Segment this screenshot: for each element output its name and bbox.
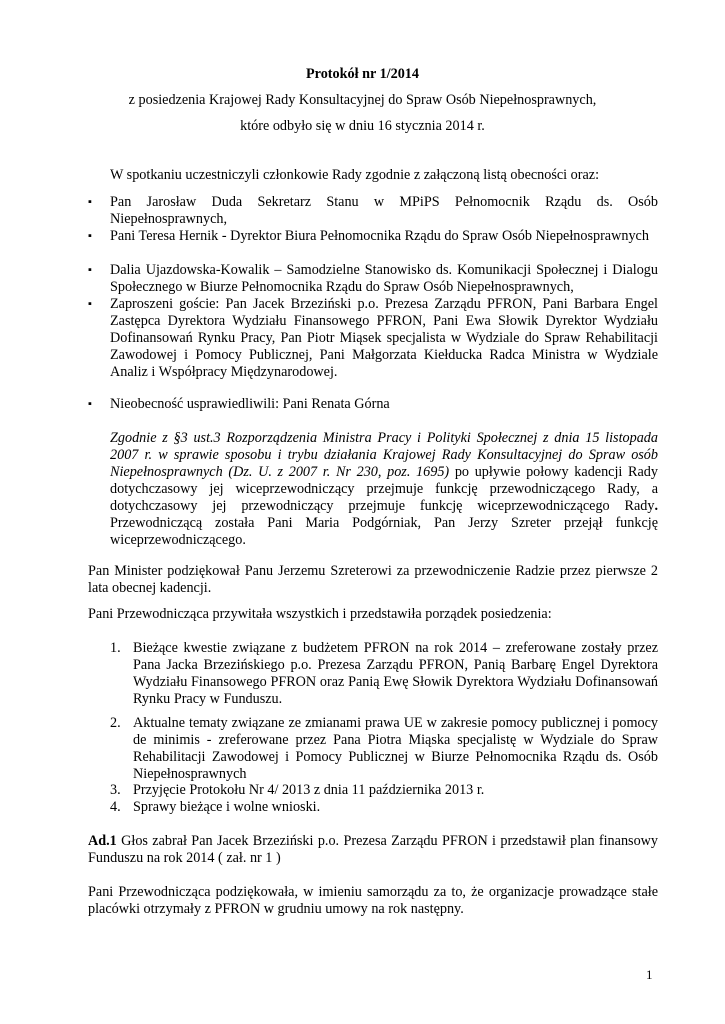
agenda-item: 1. Bieżące kwestie związane z budżetem PFRON na rok 2014 – zreferowane zostały przez Pana Jacka Brzezińskiego p.o. Prezesa Zarządu PFRON, Panią Barbarę Engel Dyrektora Wydziału Finansowego PFRON oraz Panią Ewę Słowik Dyrektora Wydziału Dofinansowań Rynku Pracy w Funduszu. [110, 640, 658, 707]
regulation-citation: Zgodnie z §3 ust.3 Rozporządzenia Ministra Pracy i Polityki Społecznej z dnia 15 listopada 2007 r. w sprawie sposobu i trybu działania Krajowej Rady Konsultacyjnej do Spraw osób Niepełnosprawnych (Dz. U. z 2007 r. Nr 230, poz. 1695) [110, 430, 658, 480]
bullet-icon: ▪ [88, 298, 92, 310]
ad1-label: Ad.1 [88, 833, 117, 849]
closing-paragraph: Pani Przewodnicząca podziękowała, w imieniu samorządu za to, że organizacje prowadzące stałe placówki otrzymały z PFRON w grudniu umowy na rok następny. [88, 884, 658, 917]
agenda-item: 4. Sprawy bieżące i wolne wnioski. [110, 799, 321, 815]
bullet-icon: ▪ [88, 264, 92, 276]
document-title: Protokół nr 1/2014 [306, 66, 419, 82]
attendee-item: ▪ Pan Jarosław Duda Sekretarz Stanu w MPiPS Pełnomocnik Rządu ds. Osób Niepełnosprawnych, [88, 194, 658, 227]
attendee-item: ▪ Dalia Ujazdowska-Kowalik – Samodzielne Stanowisko ds. Komunikacji Społecznej i Dialogu Społecznego w Biurze Pełnomocnika Rządu do Spraw Osób Niepełnosprawnych, [88, 262, 658, 295]
intro-paragraph: W spotkaniu uczestniczyli członkowie Rady zgodnie z załączoną listą obecności oraz: [110, 167, 600, 183]
absent-item: ▪ Nieobecność usprawiedliwili: Pani Renata Górna [88, 396, 390, 412]
bullet-icon: ▪ [88, 196, 92, 208]
agenda-intro: Pani Przewodnicząca przywitała wszystkich i przedstawiła porządek posiedzenia: [88, 606, 552, 622]
minister-thanks-paragraph: Pan Minister podziękował Panu Jerzemu Szreterowi za przewodniczenie Radzie przez pierwsze 2 lata obecnej kadencji. [88, 563, 658, 596]
ad1-paragraph: Ad.1 Głos zabrał Pan Jacek Brzeziński p.o. Prezesa Zarządu PFRON i przedstawił plan finansowy Funduszu na rok 2014 ( zał. nr 1 ) [88, 833, 658, 866]
document-subtitle: z posiedzenia Krajowej Rady Konsultacyjnej do Spraw Osób Niepełnosprawnych, [128, 92, 597, 108]
bullet-icon: ▪ [88, 230, 92, 242]
bullet-icon: ▪ [88, 398, 92, 410]
meeting-date: które odbyło się w dniu 16 stycznia 2014 r. [240, 118, 485, 134]
guests-item: ▪ Zaproszeni goście: Pan Jacek Brzeziński p.o. Prezesa Zarządu PFRON, Pani Barbara Engel Zastępca Dyrektora Wydziału Finansowego PFRON, Pani Ewa Słowik Dyrektor Wydziału Dofinansowań Rynku Pracy, Pan Piotr Miąsek specjalista w Wydziale do Spraw Rehabilitacji Zawodowej i Pomocy Publicznej, Pani Małgorzata Kiełducka Radca Ministra w Wydziale Analiz i Współpracy Międzynarodowej. [88, 296, 658, 380]
page-number: 1 [646, 967, 653, 982]
agenda-item: 2. Aktualne tematy związane ze zmianami prawa UE w zakresie pomocy publicznej i pomocy de minimis - zreferowane przez Pana Piotra Miąska specjalistę w Wydziale do Spraw Rehabilitacji Zawodowej i Pomocy Publicznej w Biurze Pełnomocnika Rządu ds. Osób Niepełnosprawnych [110, 715, 658, 782]
regulation-paragraph: Zgodnie z §3 ust.3 Rozporządzenia Ministra Pracy i Polityki Społecznej z dnia 15 listopada 2007 r. w sprawie sposobu i trybu działania Krajowej Rady Konsultacyjnej do Spraw osób Niepełnosprawnych (Dz. U. z 2007 r. Nr 230, poz. 1695) po upływie połowy kadencji Rady dotychczasowy jej wiceprzewodniczący przejmuje funkcję przewodniczącego Rady, a dotychczasowy jej przewodniczący przejmuje funkcję wiceprzewodniczącego Rady. Przewodniczącą została Pani Maria Podgórniak, Pan Jerzy Szreter przejął funkcję wiceprzewodniczącego. [110, 430, 658, 548]
attendee-item: ▪ Pani Teresa Hernik - Dyrektor Biura Pełnomocnika Rządu do Spraw Osób Niepełnosprawnych [88, 228, 649, 244]
agenda-item: 3. Przyjęcie Protokołu Nr 4/ 2013 z dnia 11 października 2013 r. [110, 782, 485, 798]
